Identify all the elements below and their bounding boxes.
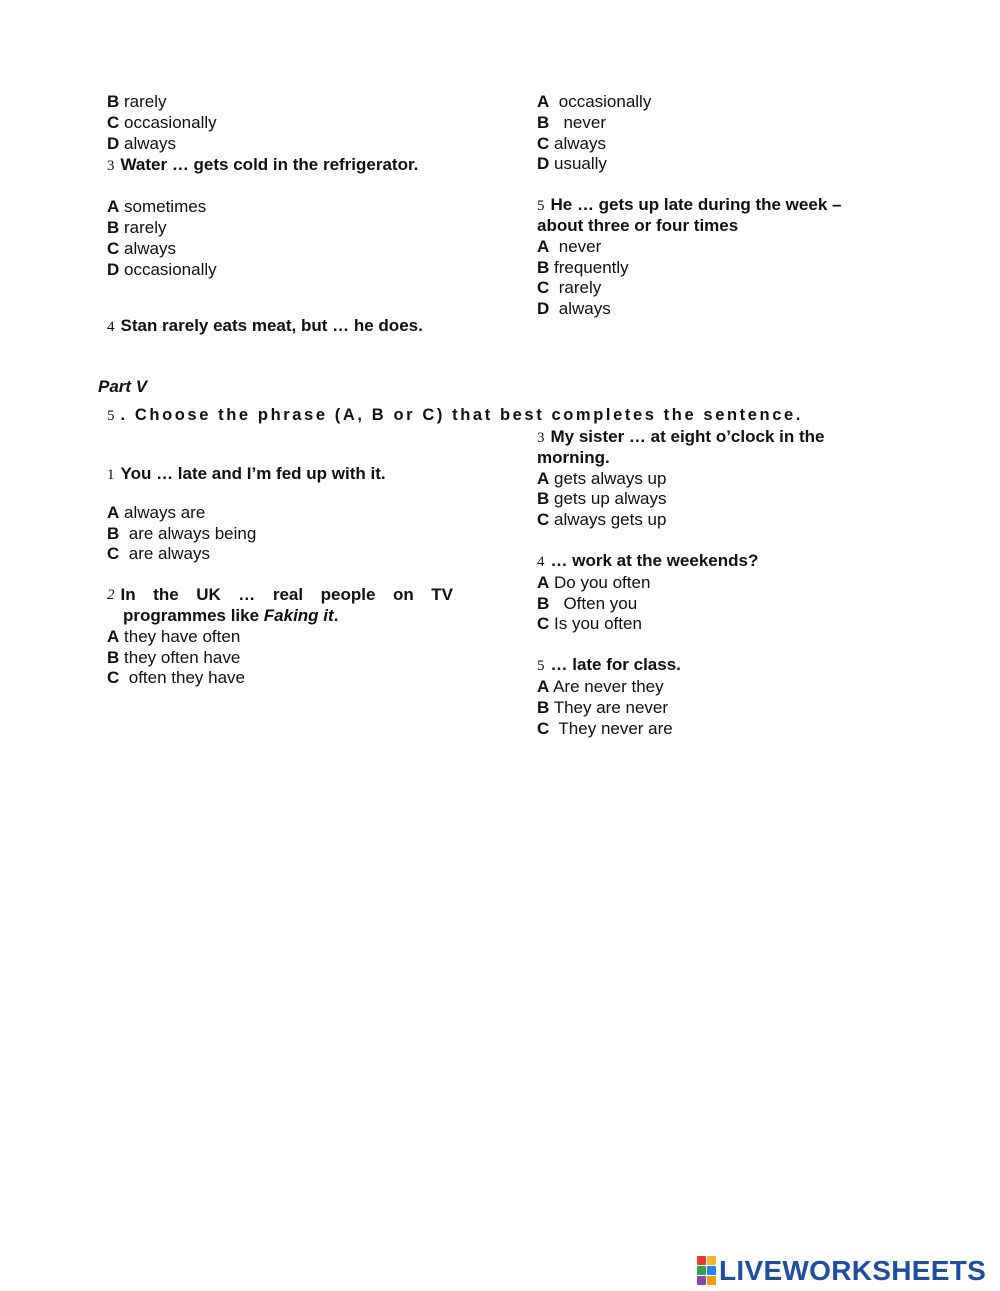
question-5: 5 He … gets up late during the week – about three or four times bbox=[537, 195, 842, 235]
option-b[interactable]: B gets up always bbox=[537, 489, 667, 509]
q2-options-list bbox=[107, 627, 453, 689]
part5-right-column bbox=[537, 427, 897, 739]
q1-options-list bbox=[107, 503, 453, 565]
option-d[interactable]: D always bbox=[537, 299, 611, 319]
option-b[interactable]: B never bbox=[537, 112, 606, 132]
option-a[interactable]: A occasionally bbox=[537, 92, 652, 111]
top-right-block bbox=[537, 92, 897, 320]
q3-options-list bbox=[537, 469, 897, 531]
option-c[interactable]: C They never are bbox=[537, 718, 673, 738]
question-3: 3 My sister … at eight o’clock in the morning. bbox=[537, 427, 825, 467]
option-b[interactable]: B rarely bbox=[107, 217, 167, 237]
option-c[interactable]: C occasionally bbox=[107, 112, 217, 132]
option-a[interactable]: A never bbox=[537, 236, 602, 256]
option-c[interactable]: C Is you often bbox=[537, 614, 642, 634]
logo-block bbox=[707, 1276, 716, 1285]
option-b[interactable]: B they often have bbox=[107, 647, 241, 667]
part-instruction: 5 . Choose the phrase (A, B or C) that best completes the sentence. bbox=[107, 406, 803, 424]
option-b[interactable]: B They are never bbox=[537, 697, 669, 717]
option-c[interactable]: C are always bbox=[107, 544, 210, 564]
logo-block bbox=[697, 1276, 706, 1285]
question-4: 4 Stan rarely eats meat, but … he does. bbox=[107, 316, 423, 336]
question-1: 1 You … late and I’m fed up with it. bbox=[107, 464, 386, 483]
logo-block bbox=[697, 1266, 706, 1275]
logo-block bbox=[697, 1256, 706, 1265]
part-title: Part V bbox=[98, 377, 148, 396]
option-b[interactable]: B are always being bbox=[107, 523, 257, 543]
question-2: 2 In the UK … real people on TV programmes like Faking it. bbox=[107, 585, 453, 625]
q2-options-list bbox=[107, 92, 467, 154]
liveworksheets-logo[interactable] bbox=[697, 1256, 986, 1285]
option-a[interactable]: A sometimes bbox=[107, 197, 207, 217]
option-c[interactable]: C always gets up bbox=[537, 510, 667, 530]
q5-options-list bbox=[537, 677, 897, 739]
option-b[interactable]: B Often you bbox=[537, 593, 638, 613]
logo-block bbox=[707, 1266, 716, 1275]
option-a[interactable]: A Do you often bbox=[537, 572, 651, 592]
logo-text: LIVEWORKSHEETS bbox=[719, 1254, 987, 1286]
q4-options-list bbox=[537, 573, 897, 635]
liveworksheets-logo-icon bbox=[697, 1256, 716, 1285]
top-left-block bbox=[107, 92, 467, 338]
option-a[interactable]: A always are bbox=[107, 502, 206, 522]
option-d[interactable]: D always bbox=[107, 133, 176, 153]
q4-options-list bbox=[537, 92, 897, 175]
q3-options-list bbox=[107, 197, 467, 280]
option-c[interactable]: C always bbox=[537, 133, 606, 153]
part5-left-column bbox=[107, 464, 453, 689]
question-5: 5 … late for class. bbox=[537, 655, 681, 675]
option-c[interactable]: C always bbox=[107, 238, 176, 258]
option-a[interactable]: A they have often bbox=[107, 626, 241, 646]
option-a[interactable]: A gets always up bbox=[537, 468, 667, 488]
question-4: 4 … work at the weekends? bbox=[537, 550, 759, 570]
option-c[interactable]: C often they have bbox=[107, 668, 245, 688]
option-c[interactable]: C rarely bbox=[537, 278, 602, 298]
option-a[interactable]: A Are never they bbox=[537, 676, 664, 696]
option-d[interactable]: D usually bbox=[537, 154, 607, 174]
option-b[interactable]: B rarely bbox=[107, 92, 167, 111]
question-3: 3 Water … gets cold in the refrigerator. bbox=[107, 155, 419, 175]
logo-block bbox=[707, 1256, 716, 1265]
option-b[interactable]: B frequently bbox=[537, 257, 629, 277]
q5-options-list bbox=[537, 237, 897, 320]
option-d[interactable]: D occasionally bbox=[107, 259, 217, 279]
